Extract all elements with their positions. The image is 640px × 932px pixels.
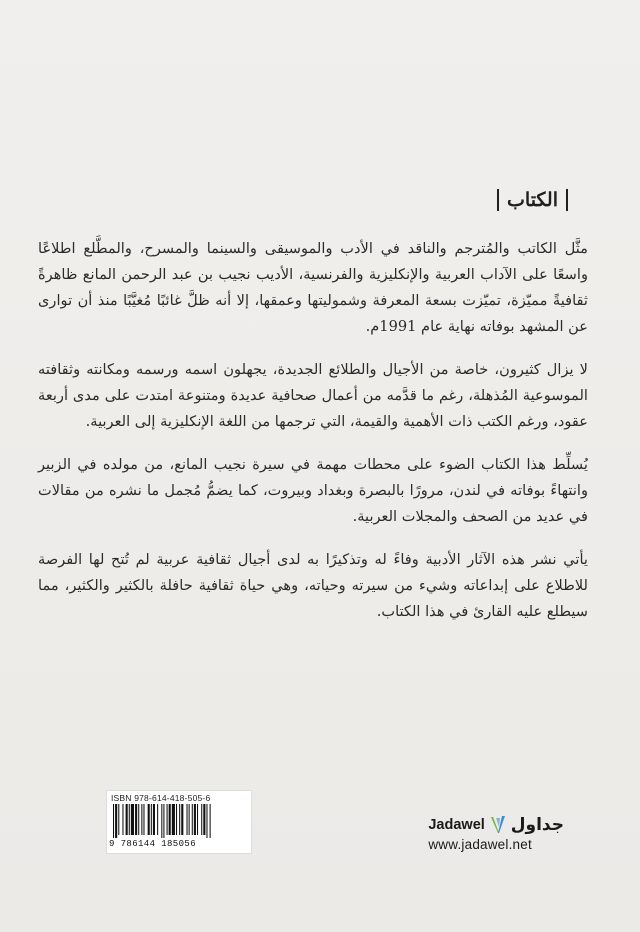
publisher-url: www.jadawel.net	[428, 837, 532, 852]
publisher-block	[428, 815, 564, 852]
publisher-name-latin: Jadawel	[428, 817, 485, 833]
heading-bar-right	[566, 189, 568, 211]
barcode-icon	[113, 804, 245, 838]
isbn-barcode	[106, 790, 252, 854]
isbn-label: ISBN 978-614-418-505-6	[111, 793, 211, 803]
heading-title: الكتاب	[507, 189, 558, 211]
section-heading	[497, 189, 568, 211]
synopsis-text	[38, 236, 588, 642]
publisher-name-arabic: جداول	[510, 815, 564, 835]
paragraph-3: يُسلِّط هذا الكتاب الضوء على محطات مهمة في سيرة نجيب المانع، من مولده في الزبير وانتهاءً بوفاته في لندن، مرورًا بالبصرة وبغداد وبيروت، كما يضمُّ مُجمل ما نشره من مقالات في عديد من الصحف والمجلات العربية.	[38, 456, 588, 525]
paragraph-2: لا يزال كثيرون، خاصة من الأجيال والطلائع الجديدة، يجهلون اسمه ورسمه ومكانته وثقافته الموسوعية المُذهلة، رغم ما قدَّمه من أعمال صحافية عديدة ومتنوعة امتدت على مدى أربعة عقود، ورغم الكتب ذات الأهمية والقيمة، التي ترجمها من اللغة الإنكليزية إلى العربية.	[38, 361, 588, 430]
jadawel-v-logo-icon	[489, 815, 507, 835]
heading-bar-left	[497, 189, 499, 211]
publisher-name-line	[428, 815, 564, 835]
paragraph-4: يأتي نشر هذه الآثار الأدبية وفاءً له وتذكيرًا به لدى أجيال ثقافية عربية لم تُتح لها الفرصة للاطلاع على إبداعاته وشيء من سيرته وحياته، وهي حياة ثقافية حافلة بالكثير والكثير، مما سيطلع عليه القارئ في هذا الكتاب.	[38, 551, 588, 620]
barcode-digits: 9 786144 185056	[109, 839, 197, 849]
paragraph-1: مثَّل الكاتب والمُترجم والناقد في الأدب والموسيقى والسينما والمسرح، والمطَّلع اطلاعًا واسعًا على الآداب العربية والإنكليزية والفرنسية، الأديب نجيب بن عبد الرحمن المانع ظاهرةً ثقافيةً مميّزة، تميّزت بسعة المعرفة وشموليتها وعمقها، إلا أنه ظلَّ غائبًا مُغيَّبًا منذ أن توارى عن المشهد بوفاته نهاية عام 1991م.	[38, 240, 588, 335]
